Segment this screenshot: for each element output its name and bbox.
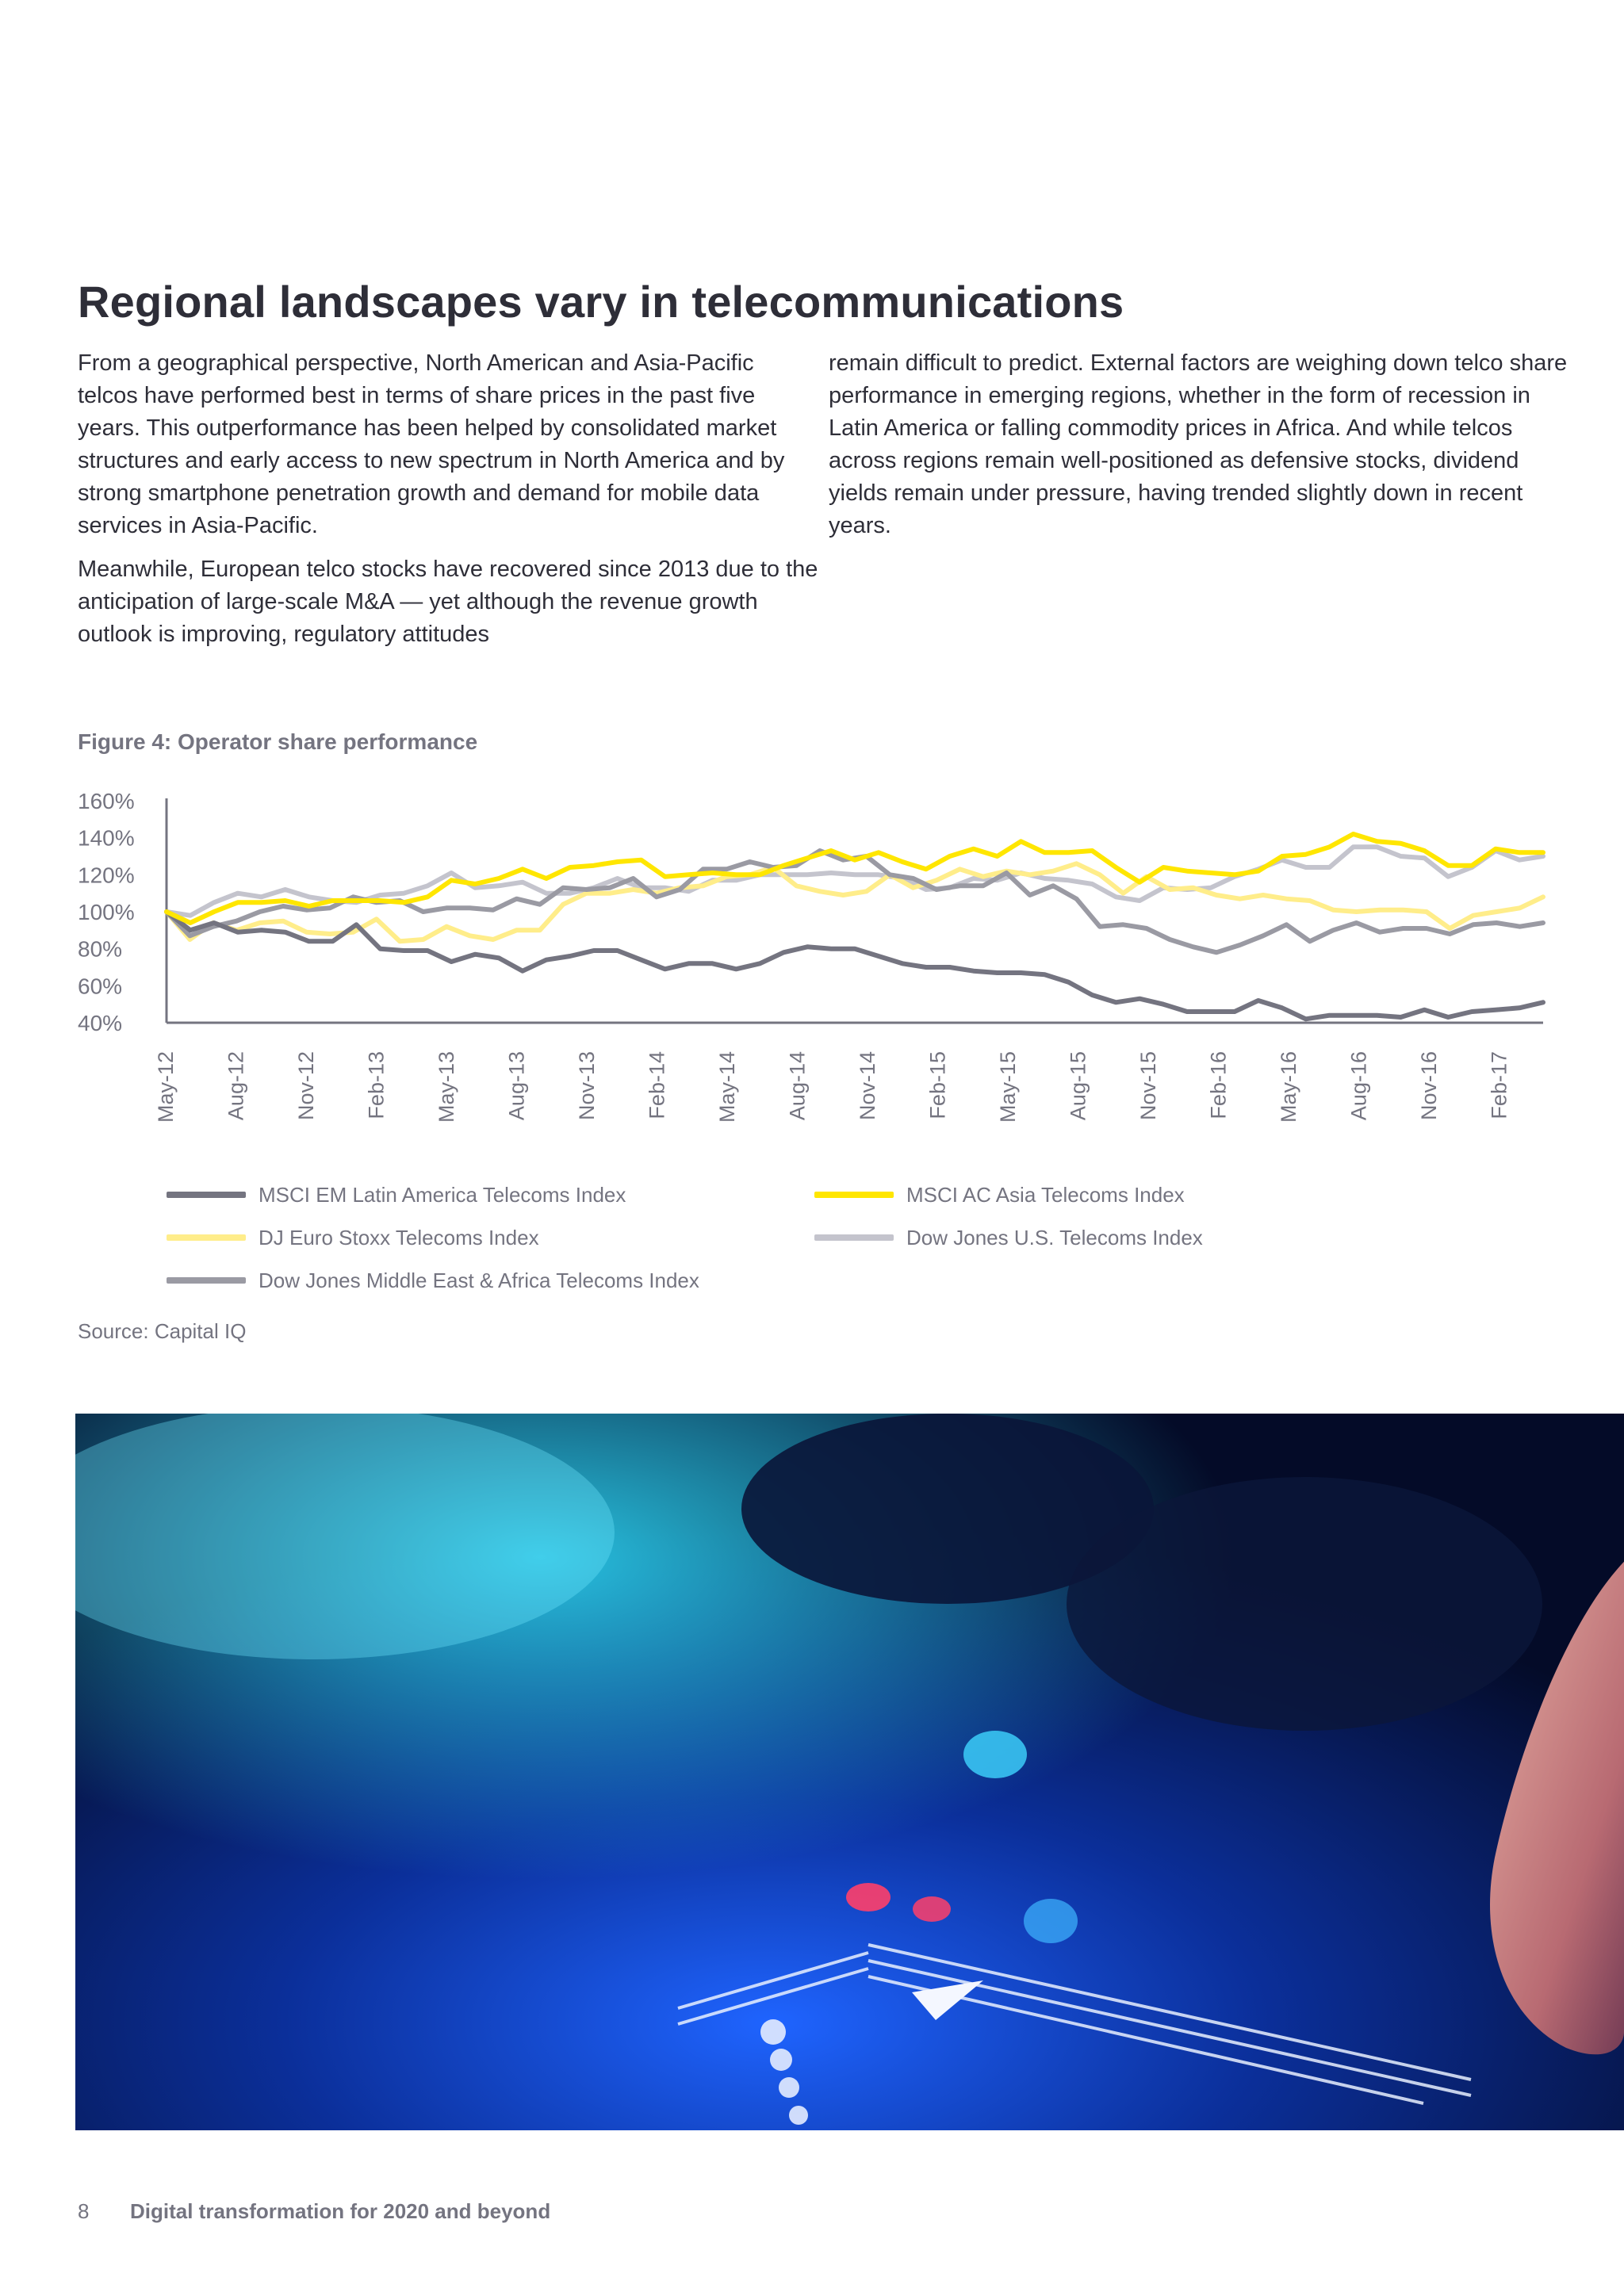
figure-title: Figure 4: Operator share performance — [78, 729, 478, 754]
legend-label: MSCI EM Latin America Telecoms Index — [259, 1182, 626, 1207]
y-tick-label: 40% — [78, 1011, 123, 1035]
x-tick-label: Feb-13 — [364, 1051, 389, 1119]
chart-legend — [167, 1181, 1404, 1294]
x-tick-label: Feb-17 — [1487, 1051, 1511, 1119]
x-tick-label: Nov-14 — [856, 1051, 879, 1121]
x-tick-label: Nov-16 — [1417, 1051, 1441, 1121]
x-tick-label: Aug-15 — [1066, 1051, 1090, 1121]
section-heading: Regional landscapes vary in telecommunications — [78, 277, 1124, 327]
y-tick-label: 80% — [78, 936, 123, 962]
x-tick-label: Aug-12 — [224, 1051, 248, 1121]
photo-illustration — [75, 1414, 1624, 2130]
legend-swatch — [814, 1192, 894, 1198]
stock-market-touchscreen-photo — [75, 1414, 1624, 2130]
y-tick-label: 140% — [78, 825, 135, 851]
legend-label: Dow Jones U.S. Telecoms Index — [906, 1225, 1203, 1249]
x-tick-label: Nov-12 — [294, 1051, 318, 1121]
x-tick-label: May-16 — [1277, 1051, 1300, 1123]
legend-swatch — [814, 1234, 894, 1241]
y-tick-label: 160% — [78, 789, 135, 813]
x-tick-label: Feb-15 — [925, 1051, 950, 1119]
legend-item-mea — [167, 1267, 814, 1294]
x-tick-label: Nov-13 — [575, 1051, 599, 1121]
paragraph: From a geographical perspective, North American and Asia-Pacific telcos have performed best in terms of share prices in the past five years. This outperformance has been helped by consolidated market structures and early access to new spectrum in North America and by strong smartphone penetration growth and demand for mobile data services in Asia-Pacific. — [78, 350, 785, 538]
x-tick-label: May-12 — [154, 1051, 178, 1123]
paragraph: Meanwhile, European telco stocks have recovered since 2013 due to the anticipation of large-scale M&A — yet although the revenue growth outlook is improving, regulatory attitudes — [78, 557, 818, 647]
x-tick-label: Aug-13 — [504, 1051, 529, 1121]
y-tick-label: 100% — [78, 900, 135, 924]
x-tick-label: Feb-16 — [1206, 1051, 1231, 1119]
legend-item-latam — [167, 1181, 814, 1208]
x-tick-label: May-13 — [435, 1051, 458, 1123]
legend-item-us — [814, 1224, 1401, 1251]
page-number: 8 — [78, 2199, 90, 2223]
x-tick-label: Nov-15 — [1136, 1051, 1160, 1121]
legend-swatch — [167, 1192, 246, 1198]
x-tick-label: May-15 — [996, 1051, 1020, 1123]
y-tick-label: 60% — [78, 974, 123, 999]
document-title: Digital transformation for 2020 and beyond — [130, 2199, 551, 2223]
legend-swatch — [167, 1277, 246, 1284]
legend-item-euro — [167, 1224, 814, 1251]
x-tick-label: Aug-16 — [1346, 1051, 1371, 1121]
legend-item-asia — [814, 1181, 1401, 1208]
legend-label: DJ Euro Stoxx Telecoms Index — [259, 1225, 539, 1249]
x-tick-label: Aug-14 — [785, 1051, 810, 1121]
paragraph: remain difficult to predict. External factors are weighing down telco share performance in emerging regions, whether in the form of recession in Latin America or falling commodity prices in Africa. And while telcos across regions remain well-positioned as defensive stocks, dividend yields remain under pressure, having trended slightly down in recent years. — [829, 350, 1568, 538]
chart-source: Source: Capital IQ — [78, 1319, 247, 1343]
legend-swatch — [167, 1234, 246, 1241]
x-tick-label: Feb-14 — [645, 1051, 669, 1119]
legend-label: MSCI AC Asia Telecoms Index — [906, 1182, 1185, 1207]
legend-label: Dow Jones Middle East & Africa Telecoms Index — [259, 1268, 699, 1292]
x-tick-label: May-14 — [715, 1051, 739, 1123]
y-tick-label: 120% — [78, 863, 135, 888]
